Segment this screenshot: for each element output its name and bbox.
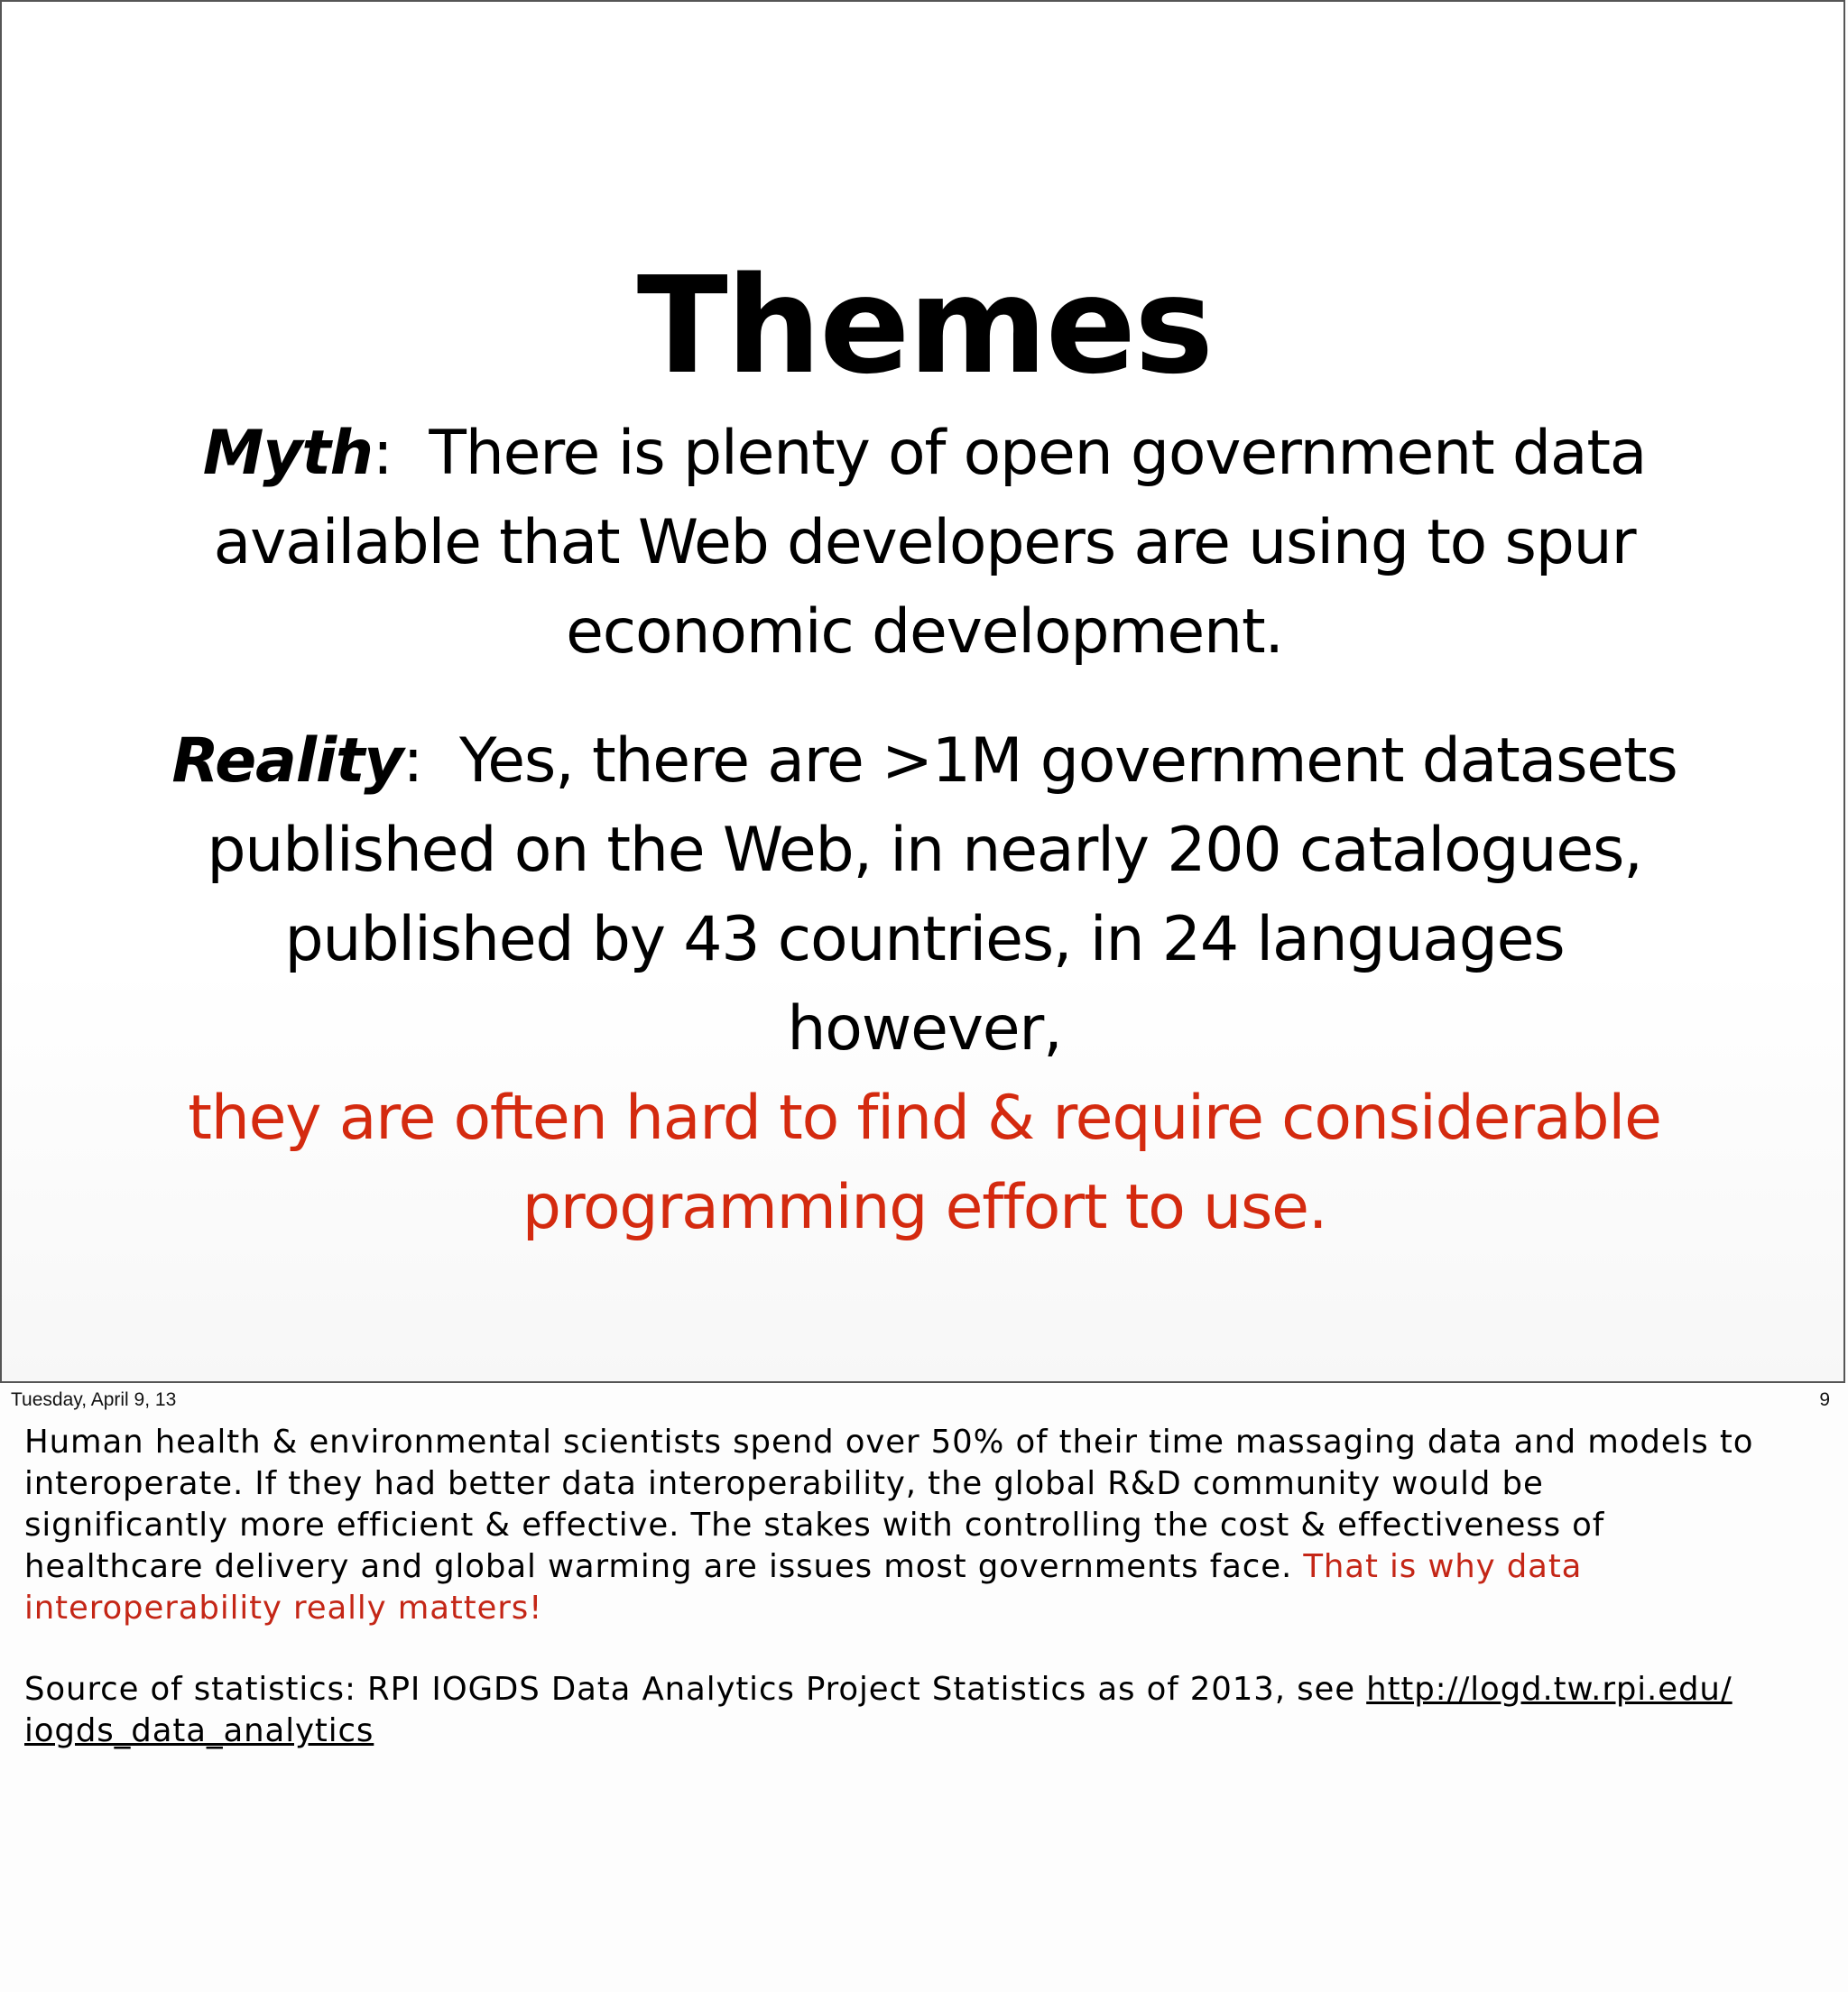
slide-date: Tuesday, April 9, 13: [11, 1389, 177, 1410]
reality-label: Reality: [171, 725, 403, 797]
source-line-2: [24, 1711, 1829, 1752]
source-link[interactable]: iogds_data_analytics: [24, 1712, 374, 1749]
reality-line-1: [155, 716, 1694, 806]
speaker-notes: [24, 1422, 1829, 1629]
myth-line-1: [155, 409, 1694, 498]
reality-text-line: published by 43 countries, in 24 languages however,: [284, 904, 1565, 1065]
notes-line: significantly more efficient & effective. The stakes with controlling the cost & effectiveness of: [24, 1507, 1605, 1544]
reality-text-line: published on the Web, in nearly 200 catalogues,: [207, 815, 1642, 886]
source-line: [24, 1669, 1829, 1711]
notes-line: Human health & environmental scientists spend over 50% of their time massaging data and models to: [24, 1424, 1754, 1461]
myth-statement: [155, 409, 1694, 677]
notes-line: healthcare delivery and global warming are issues most governments face.: [24, 1548, 1304, 1585]
reality-highlight-line: programming effort to use.: [522, 1172, 1327, 1243]
notes-highlight: interoperability really matters!: [24, 1590, 543, 1627]
slide-title: Themes: [636, 248, 1213, 404]
source-note: [24, 1669, 1829, 1752]
slide-page-number: 9: [1819, 1389, 1830, 1410]
myth-label: Myth: [202, 418, 373, 489]
notes-highlight: That is why data: [1303, 1548, 1583, 1585]
source-link[interactable]: http://logd.tw.rpi.edu/: [1366, 1671, 1732, 1708]
myth-text-line: There is plenty of open government data: [429, 418, 1647, 489]
reality-separator: :: [402, 725, 423, 797]
reality-highlight-line: they are often hard to find & require considerable: [188, 1083, 1661, 1154]
notes-line-with-highlight: [24, 1546, 1829, 1588]
reality-text-line: Yes, there are >1M government datasets: [458, 725, 1677, 797]
myth-separator: :: [372, 418, 393, 489]
source-prefix: Source of statistics: RPI IOGDS Data Analytics Project Statistics as of 2013, see: [24, 1671, 1367, 1708]
myth-text-line: available that Web developers are using to spur: [213, 507, 1636, 578]
notes-line: interoperate. If they had better data interoperability, the global R&D community would be: [24, 1465, 1544, 1502]
myth-text-line: economic development.: [566, 596, 1283, 668]
reality-statement: [155, 716, 1694, 1252]
